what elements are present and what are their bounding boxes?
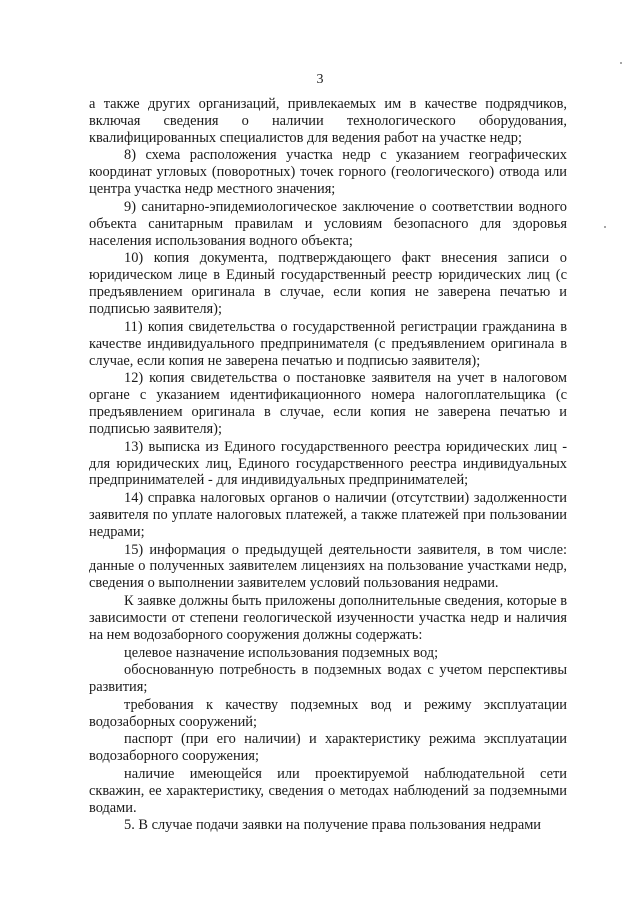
paragraph: 5. В случае подачи заявки на получение права пользования недрами	[124, 817, 542, 834]
paragraph: 15) информация о предыдущей деятельности заявителя, в том числе: данные о полученных заявителем лицензиях на пользование участками недр, сведения о выполнении заявителем условий пользования недрами.	[89, 541, 567, 592]
document-body	[89, 96, 567, 835]
paragraph: 12) копия свидетельства о постановке заявителя на учет в налоговом органе с указанием идентификационного номера налогоплательщика (с предъявлением оригинала в случае, если копия не заверена печатью и подписью заявителя);	[89, 370, 567, 437]
paragraph: требования к качеству подземных вод и режиму эксплуатации водозаборных сооружений;	[89, 696, 567, 730]
paragraph: К заявке должны быть приложены дополнительные сведения, которые в зависимости от степени геологической изученности участка недр и наличия на нем водозаборного сооружения должны содержать:	[89, 593, 567, 643]
paragraph: 9) санитарно-эпидемиологическое заключение о соответствии водного объекта санитарным правилам и условиям безопасного для здоровья населения использования водного объекта;	[89, 198, 567, 249]
paragraph: 11) копия свидетельства о государственной регистрации гражданина в качестве индивидуального предпринимателя (с предъявлением оригинала в случае, если копия не заверена печатью и подписью заявителя);	[89, 318, 567, 369]
paragraph: наличие имеющейся или проектируемой наблюдательной сети скважин, ее характеристику, сведения о методах наблюдений за подземными водами.	[89, 765, 567, 816]
paragraph: обоснованную потребность в подземных водах с учетом перспективы развития;	[89, 662, 567, 696]
scan-speck	[604, 226, 606, 228]
paragraph: 10) копия документа, подтверждающего факт внесения записи о юридическом лице в Единый государственный реестр юридических лиц (с предъявлением оригинала в случае, если копия не заверена печатью и подписью заявителя);	[89, 250, 567, 318]
paragraph: 14) справка налоговых органов о наличии (отсутствии) задолженности заявителя по уплате налоговых платежей, а также платежей при пользовании недрами;	[89, 490, 567, 540]
paragraph: а также других организаций, привлекаемых им в качестве подрядчиков, включая сведения о наличии технологического оборудования, квалифицированных специалистов для ведения работ на участке недр;	[89, 96, 567, 146]
paragraph: целевое назначение использования подземных вод;	[124, 644, 439, 661]
paragraph: паспорт (при его наличии) и характеристику режима эксплуатации водозаборного сооружения;	[89, 731, 567, 765]
paragraph: 13) выписка из Единого государственного реестра юридических лиц - для юридических лиц, Единого государственного реестра индивидуальных предпринимателей - для индивидуальных предпринимателей;	[89, 438, 567, 489]
paragraph: 8) схема расположения участка недр с указанием географических координат угловых (поворотных) точек горного (геологического) отвода или центра участка недр местного значения;	[89, 147, 567, 198]
page-number: 3	[316, 72, 324, 87]
scan-speck	[620, 62, 622, 64]
